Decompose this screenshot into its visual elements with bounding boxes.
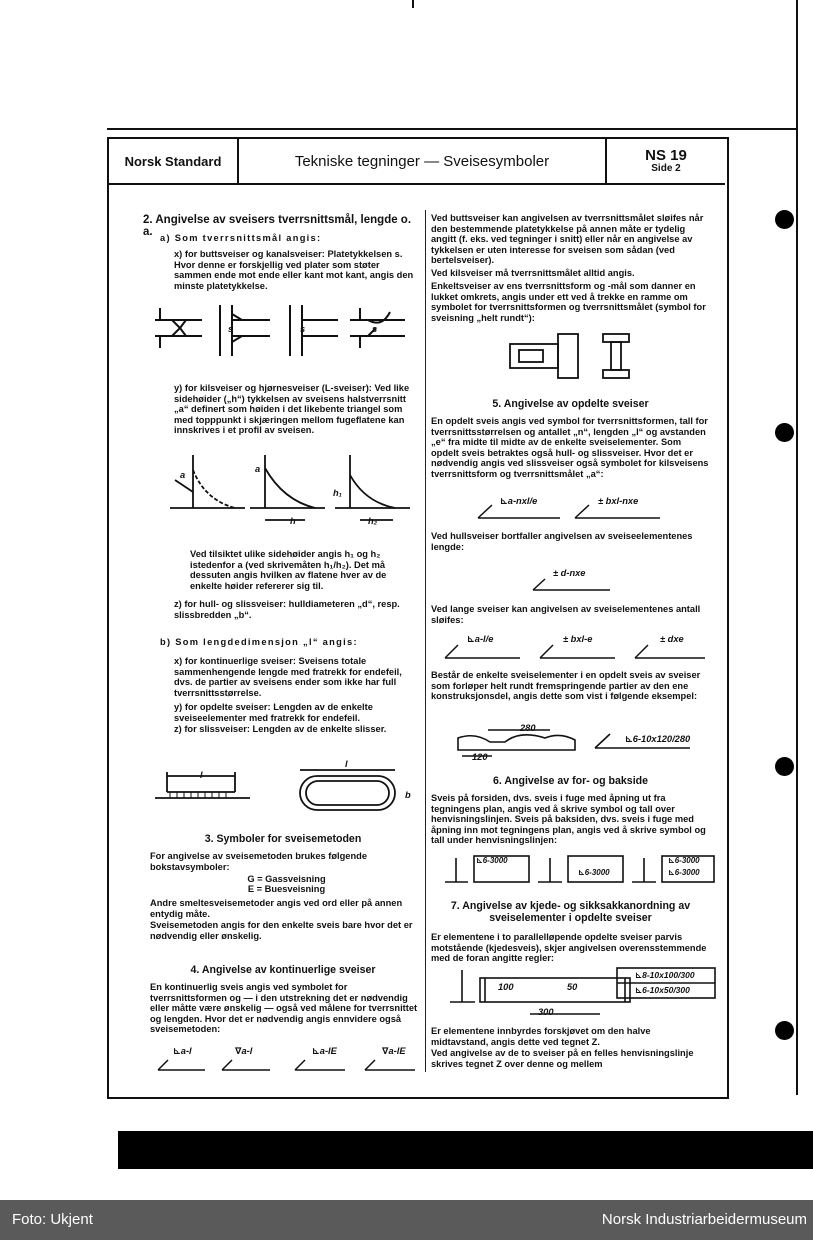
dim-h1: h₁ bbox=[333, 488, 342, 498]
column-divider bbox=[425, 210, 426, 1072]
dim-s-1: s bbox=[228, 324, 234, 334]
chain-300: 300 bbox=[538, 1007, 554, 1017]
outer-frame-top bbox=[107, 128, 798, 130]
section-3-title: 3. Symboler for sveisemetoden bbox=[204, 833, 362, 845]
front-symbol: ⊾6-3000 bbox=[476, 856, 508, 865]
length-figures bbox=[155, 770, 415, 820]
header-title: Tekniske tegninger — Sveisesymboler bbox=[239, 139, 607, 183]
paragraph-bx: x) for kontinuerlige sveiser: Sveisens totale sammenhengende lengde med fratrekk for endefeil, dvs. de partier av sveisens ender som ikke har full tverrsnittsstørrelse. bbox=[174, 656, 402, 698]
punch-hole bbox=[775, 423, 794, 442]
long-symbol-1: ⊾a-l/e bbox=[467, 634, 494, 644]
section-5-par4: Består de enkelte sveiselementer i en opdelt sveis av sveiser som forløper helt rundt fremspringende partier av den ene konstruksjonsdel, angis dette som vist i følgende eksempel: bbox=[431, 670, 701, 702]
subsection-a-title: a) Som tverrsnittsmål angis: bbox=[160, 233, 322, 243]
paragraph-x: x) for buttsveiser og kanalsveiser: Platetykkelsen s. Hvor denne er forskjellig ved plater som støter sammen ende mot ende eller kant mot kant, angis den minste platetykkelse. bbox=[174, 249, 414, 291]
subsection-b-title: b) Som lengdedimensjon „l“ angis: bbox=[160, 637, 358, 647]
page-header bbox=[109, 139, 725, 185]
chain-symbol-2: ⊾6-10x50/300 bbox=[635, 985, 690, 995]
hole-symbol-text: ± d-nxe bbox=[553, 568, 586, 578]
dim-l-2: l bbox=[345, 759, 348, 769]
photo-credit: Foto: Ukjent bbox=[12, 1211, 93, 1228]
section-2-title: 2. Angivelse av sveisers tverrsnittsmål, lengde o. a. bbox=[143, 214, 412, 238]
section-3-g: G = Gassveisning bbox=[247, 874, 326, 884]
chain-100: 100 bbox=[498, 982, 514, 992]
intermittent-symbol-1: ⊾a-nxl/e bbox=[500, 496, 538, 506]
section-3-par1: For angivelse av sveisemetoden brukes følgende bokstavsymboler: bbox=[150, 851, 368, 872]
dim-s-2: s bbox=[300, 324, 306, 334]
museum-name: Norsk Industriarbeidermuseum bbox=[601, 1211, 807, 1228]
section-4-par: En kontinuerlig sveis angis ved symbolet for tverrsnittsformen og — i den utstrekning det er nødvendig eller måtte være ønskelig — også ved målene for tverrsnittet og lengden. Hvor det er nødvendig angis ennvidere også sveisemetoden: bbox=[150, 982, 418, 1035]
section-3-par3: Sveisemetoden angis for den enkelte sveis bare hvor det er nødvendig eller ønskelig. bbox=[150, 920, 413, 941]
section-6-title: 6. Angivelse av for- og bakside bbox=[492, 775, 649, 787]
both-symbol-back: ⊾6-3000 bbox=[668, 868, 700, 877]
all-around-figure bbox=[505, 330, 635, 382]
both-symbol-front: ⊾6-3000 bbox=[668, 856, 700, 865]
right-par-2: Ved kilsveiser må tverrsnittsmålet alltid angis. bbox=[431, 268, 635, 278]
top-mark bbox=[412, 0, 414, 8]
section-4-title: 4. Angivelse av kontinuerlige sveiser bbox=[190, 964, 376, 976]
dim-h: h bbox=[290, 516, 296, 526]
section-6-par: Sveis på forsiden, dvs. sveis i fuge med åpning ut fra tegningens plan, angis ved å skrive symbol og tall over henvisningslinjen. Sveis på baksiden, dvs. sveis i fuge med åpning inn mot tegningens plan, angis ved å skrive symbol og tall under henvisningslinjen: bbox=[431, 793, 706, 846]
outer-frame-right bbox=[796, 0, 798, 1095]
long-symbol-2: ± bxl-e bbox=[563, 634, 593, 644]
section-5-title: 5. Angivelse av opdelte sveiser bbox=[492, 398, 649, 410]
chain-50: 50 bbox=[567, 982, 578, 992]
section-5-par: En opdelt sveis angis ved symbol for tverrsnittsformen, tall for tverrsnittsstørrelsen og antallet „n“, lengden „l“ og avstanden „e“ fra midte til midte av de enkelte sveiselementer. Som opdelt sveis betraktes også hull- og slissveiser. Hvor det er nødvendig angis ved slissveiser også symbolet for kilsveisens tverrsnittsform og tverrsnittsmålet „a“: bbox=[431, 416, 709, 479]
header-standard: Norsk Standard bbox=[109, 139, 239, 183]
dim-a-1: a bbox=[180, 470, 186, 480]
example-symbol: ⊾6-10x120/280 bbox=[625, 734, 691, 744]
scan-border-band bbox=[118, 1131, 813, 1169]
continuous-symbol-2: ∇a-l bbox=[235, 1046, 253, 1056]
punch-hole bbox=[775, 757, 794, 776]
dim-s-3: s bbox=[372, 324, 378, 334]
continuous-symbol-4: ∇a-lE bbox=[382, 1046, 406, 1056]
header-page: Side 2 bbox=[651, 162, 681, 174]
dim-a-2: a bbox=[255, 464, 261, 474]
dim-l-1: l bbox=[200, 770, 203, 780]
section-7-par3: Ved angivelse av de to sveiser på en felles henvisningslinje skrives tegnet Z over denne og mellem bbox=[431, 1048, 694, 1069]
section-7-par2: Er elementene innbyrdes forskjøvet om den halve midtavstand, angis dette ved tegnet Z. bbox=[431, 1026, 651, 1047]
dim-b: b bbox=[405, 790, 411, 800]
punch-hole bbox=[775, 210, 794, 229]
back-symbol: ⊾6-3000 bbox=[578, 868, 610, 877]
chain-symbol-1: ⊾8-10x100/300 bbox=[635, 970, 695, 980]
paragraph-z: z) for hull- og slissveiser: hulldiameteren „d“, resp. slissbredden „b“. bbox=[174, 599, 400, 620]
paragraph-y: y) for kilsveiser og hjørnesveiser (L-sveiser): Ved like sidehøider („h“) tykkelsen av sveisens halstverrsnitt „a“ definert som høiden i det likebente triangel som med topppunkt i skjæringen mellom fugeflatene kan innskrives i et profil av sveisen. bbox=[174, 383, 410, 436]
header-code-box bbox=[607, 139, 725, 183]
continuous-symbol-3: ⊾a-lE bbox=[312, 1046, 337, 1056]
section-5-par2: Ved hullsveiser bortfaller angivelsen av sveiseelementenes lengde: bbox=[431, 531, 693, 552]
paragraph-unequal: Ved tilsiktet ulike sidehøider angis h₁ og h₂ istedenfor a (ved skrivemåten h₁/h₂). Det må dessuten angis hvilken av flatene hver av de enkelte høider refererer sig til. bbox=[190, 549, 387, 591]
long-symbol-3: ± dxe bbox=[660, 634, 684, 644]
section-3-e: E = Buesveisning bbox=[247, 884, 326, 894]
dim-h2: h₂ bbox=[368, 516, 378, 526]
punch-hole bbox=[775, 1021, 794, 1040]
paragraph-by: y) for opdelte sveiser: Lengden av de enkelte sveiseelementer med fratrekk for endefeil. bbox=[174, 702, 373, 723]
example-280: 280 bbox=[520, 723, 536, 733]
section-3-par2: Andre smeltesveisemetoder angis ved ord eller på annen entydig måte. bbox=[150, 898, 403, 919]
right-par-1: Ved buttsveiser kan angivelsen av tverrsnittsmålet sløifes når den bestemmende platetykkelse på annen måte er tydelig angitt (f. eks. ved tegninger i snitt) eller når en angivelse av tykkelsen er uten interesse for sveisen som sådan (ved bertelsveiser). bbox=[431, 213, 704, 266]
section-7-par: Er elementene i to parallelløpende opdelte sveiser parvis motstående (kjedesveis), skjer angivelsen overensstemmende med de foran angitte regler: bbox=[431, 932, 707, 964]
example-120: 120 bbox=[472, 752, 488, 762]
section-7-title: 7. Angivelse av kjede- og sikksakkanordning av sveiselementer i opdelte sveiser bbox=[450, 900, 691, 924]
continuous-symbol-1: ⊾a-l bbox=[173, 1046, 192, 1056]
photo-credit-bar bbox=[0, 1200, 813, 1240]
right-par-3: Enkeltsveiser av ens tverrsnittsform og -mål som danner en lukket omkrets, angis under ett ved å trekke en ramme om symbolet for tverrsnittsformen og tverrsnittsmålet (symbol for sveisning „helt rundt“): bbox=[431, 281, 706, 323]
header-code: NS 19 bbox=[645, 146, 687, 164]
paragraph-bz: z) for slissveiser: Lengden av de enkelte slisser. bbox=[174, 724, 387, 734]
section-5-par3: Ved lange sveiser kan angivelsen av sveiselementenes antall sløifes: bbox=[431, 604, 701, 625]
intermittent-symbol-2: ± bxl-nxe bbox=[598, 496, 639, 506]
